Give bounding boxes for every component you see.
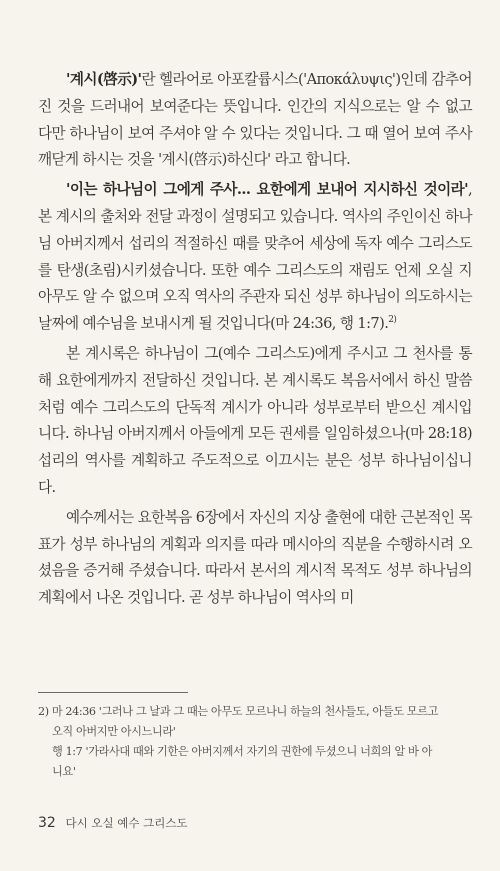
paragraph-text: 본 계시록은 하나님이 그(예수 그리스도)에게 주시고 그 천사를 통해 요한에게까지 전달하신 것입니다. 본 계시록도 복음서에서 하신 말씀처럼 예수 그리스도의 단독적 계시가 아니라 성부로부터 받으신 계시입니다. 하나님 아버지께서 아들에게 모든 권세를 일임하셨으나(마 28:18) 섭리의 역사를 계획하고 주도적으로 이끄시는 분은 성부 하나님이십니다. [38, 344, 472, 496]
footnote-ref: 2) [388, 315, 397, 326]
page-footer [38, 815, 188, 831]
paragraph-text: 란 헬라어로 아포칼륩시스('Αποκάλυψις')인데 감추어진 것을 드러내어 보여준다는 뜻입니다. 인간의 지식으로는 알 수 없고 다만 하나님이 보여 주셔야 알 수 있다는 것입니다. 그 때 열어 보여 주사 깨닫게 하시는 것을 '계시(啓示)하신다' 라고 합니다. [38, 71, 472, 169]
body-paragraph [38, 67, 472, 174]
body-text [38, 67, 472, 612]
footnote-divider [38, 692, 188, 693]
footnote-line: 오직 아버지만 아시느니라' [52, 725, 176, 738]
footnote-line: 2) 마 24:36 '그러나 그 날과 그 때는 아무도 모르나니 하늘의 천사들도, 아들도 모르고 [38, 705, 439, 718]
running-title: 다시 오실 예수 그리스도 [65, 816, 188, 830]
emphasis-text: '이는 하나님이 그에게 주사... 요한에게 보내어 지시하신 것이라' [66, 181, 468, 199]
emphasis-text: '계시(啓示)' [66, 71, 142, 88]
page-number: 32 [38, 815, 56, 831]
body-paragraph [38, 341, 472, 502]
footnote-line: 행 1:7 '가라사대 때와 기한은 아버지께서 자기의 권한에 두셨으니 너희의 알 바 아 [52, 745, 432, 758]
paragraph-text: 예수께서는 요한복음 6장에서 자신의 지상 출현에 대한 근본적인 목표가 성부 하나님의 계획과 의지를 따라 메시아의 직분을 수행하시려 오셨음을 증거해 주셨습니다. 따라서 본서의 계시적 목적도 성부 하나님의 계획에서 나온 것입니다. 곧 성부 하나님이 역사의 미 [38, 508, 472, 607]
body-paragraph [38, 505, 472, 612]
body-paragraph [38, 177, 472, 338]
footnote-line: 니요' [52, 765, 76, 778]
footnote [38, 702, 472, 782]
paragraph-text: , 본 계시의 출처와 전달 과정이 설명되고 있습니다. 역사의 주인이신 하나님 아버지께서 섭리의 적절하신 때를 맞추어 세상에 독자 예수 그리스도를 탄생(초림)시키셨습니다. 또한 예수 그리스도의 재림도 언제 오실 지 아무도 알 수 없으며 오직 역사의 주관자 되신 성부 하나님이 의도하시는 날짜에 예수님을 보내시게 될 것입니다(마 24:36, 행 1:7). [38, 181, 472, 333]
